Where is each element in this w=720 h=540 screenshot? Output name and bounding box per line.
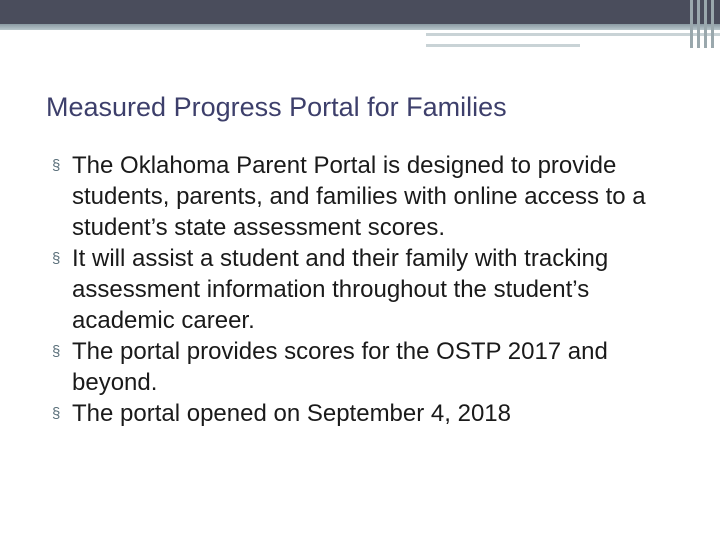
- bullet-item: [52, 336, 692, 398]
- accent-line: [426, 33, 720, 36]
- bullet-text: The portal opened on September 4, 2018: [72, 400, 511, 427]
- slide-title: Measured Progress Portal for Families: [46, 92, 507, 122]
- bullet-marker-icon: §: [52, 405, 61, 422]
- bullet-text: The Oklahoma Parent Portal is designed to provide students, parents, and families with online access to a student’s state assessment scores.: [72, 152, 646, 241]
- bullet-text: The portal provides scores for the OSTP 2017 and beyond.: [72, 338, 608, 396]
- bullet-item: [52, 150, 692, 243]
- corner-stripe: [711, 0, 714, 48]
- top-banner: [0, 0, 720, 24]
- bullet-list: [52, 150, 692, 429]
- bullet-item: [52, 398, 692, 429]
- accent-line: [426, 44, 580, 47]
- bullet-marker-icon: §: [52, 343, 61, 360]
- bullet-item: [52, 243, 692, 336]
- bullet-marker-icon: §: [52, 157, 61, 174]
- corner-stripe: [697, 0, 700, 48]
- bullet-text: It will assist a student and their family with tracking assessment information throughout the student’s academic career.: [72, 245, 609, 334]
- banner-underline: [0, 24, 720, 30]
- corner-stripe: [690, 0, 693, 48]
- corner-stripe: [704, 0, 707, 48]
- bullet-marker-icon: §: [52, 250, 61, 267]
